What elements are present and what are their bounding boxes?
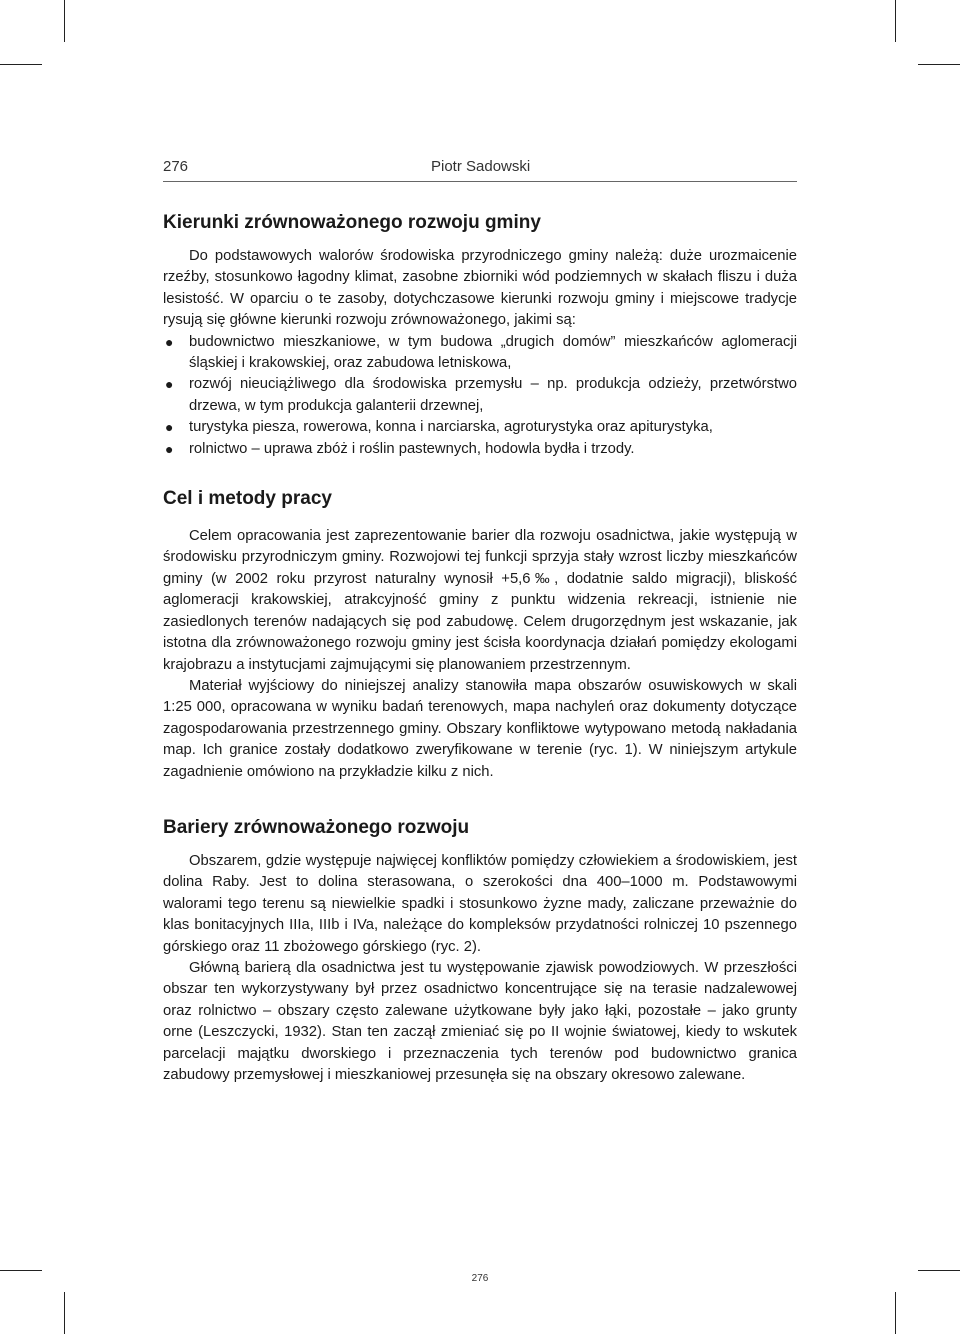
section-heading: Cel i metody pracy xyxy=(163,488,332,510)
bullet-icon: ● xyxy=(165,419,174,436)
crop-mark xyxy=(918,1270,960,1271)
bullet-list xyxy=(163,332,797,460)
page-number: 276 xyxy=(163,158,189,175)
bullet-icon: ● xyxy=(165,376,174,393)
bullet-icon: ● xyxy=(165,440,174,457)
paragraph: Celem opracowania jest zaprezentowanie barier dla rozwoju osadnictwa, jakie występują w środowisku przyrodniczym gminy. Rozwojowi tej funkcji sprzyja stały wzrost liczby mieszkańców gminy (w 2002 roku przyrost naturalny wynosił +5,6‰, dodatnie saldo migracji), bliskość aglomeracji krakowskiej, atrakcyjność gminy z punktu widzenia rekreacji, istnienie nie zasiedlonych terenów nadających się pod zabudowę. Celem drugorzędnym jest wskazanie, jak istotna dla zrównoważonego rozwoju gminy jest ścisła koordynacja działań pomiędzy ekologami krajobrazu a instytucjami zajmującymi się planowaniem przestrzennym. xyxy=(163,528,797,673)
paragraph: Obszarem, gdzie występuje najwięcej konfliktów pomiędzy człowiekiem a środowiskiem, jest dolina Raby. Jest to dolina sterasowana, o szerokości dna 400–1000 m. Podstawowymi walorami tego terenu są niewielkie spadki i stosunkowo żyzne mady, zaliczane przeważnie do klas bonitacyjnych IIIa, IIIb i IVa, należące do kompleksów przydatności rolniczej 10 pszennego górskiego oraz 11 zbożowego górskiego (ryc. 2). xyxy=(163,852,797,955)
footer-folio: 276 xyxy=(471,1273,489,1284)
author-name: Piotr Sadowski xyxy=(431,158,531,175)
crop-mark xyxy=(895,0,896,42)
list-item: ● budownictwo mieszkaniowe, w tym budowa „drugich domów” mieszkańców aglomeracji śląskiej i krakowskiej, oraz zabudowa letniskowa, xyxy=(165,333,797,372)
paragraph: Do podstawowych walorów środowiska przyrodniczego gminy należą: duże urozmaicenie rzeźby, stosunkowo łagodny klimat, zasobne zbiorniki wód podziemnych w skałach fliszu i duża lesistość. W oparciu o te zasoby, dotychczasowe kierunki rozwoju gminy i miejscowe tradycje rysują się główne kierunki rozwoju zrównoważonego, jakimi są: xyxy=(163,248,797,329)
running-header xyxy=(163,158,797,180)
section-kierunki xyxy=(163,210,797,460)
crop-mark xyxy=(895,1292,896,1334)
crop-mark xyxy=(918,64,960,65)
crop-mark xyxy=(0,1270,42,1271)
section-heading: Bariery zrównoważonego rozwoju xyxy=(163,816,470,838)
bullet-icon: ● xyxy=(165,333,174,350)
crop-mark xyxy=(64,1292,65,1334)
article-body xyxy=(163,210,797,1086)
section-bariery xyxy=(163,815,797,1086)
section-heading: Kierunki zrównoważonego rozwoju gminy xyxy=(163,212,541,233)
crop-mark xyxy=(0,64,42,65)
section-cel xyxy=(163,486,797,783)
crop-mark xyxy=(64,0,65,42)
paragraph: Materiał wyjściowy do niniejszej analizy stanowiła mapa obszarów osuwiskowych w skali 1:25 000, opracowana w wyniku badań terenowych, mapa nachyleń oraz dokumenty dotyczące zagospodarowania przestrzennego gminy. Obszary konfliktowe wytypowano metodą nakładania map. Ich granice zostały dodatkowo zweryfikowane w terenie (ryc. 1). W niniejszym artykule zagadnienie omówiono na przykładzie kilku z nich. xyxy=(163,677,797,780)
list-item: ● rozwój nieuciążliwego dla środowiska przemysłu – np. produkcja odzieży, przetwórstwo drzewa, w tym produkcja galanterii drzewnej, xyxy=(165,376,797,414)
paragraph: Główną barierą dla osadnictwa jest tu występowanie zjawisk powodziowych. W przeszłości obszar ten wykorzystywany był przez osadnictwo koncentrujące się na terasie nadzalewowej oraz rolnictwo – obszary często zalewane użytkowane były jako łąki, pozostałe – jako grunty orne (Leszczycki, 1932). Stan ten zaczął zmieniać się po II wojnie światowej, kiedy to wskutek parcelacji majątku dworskiego i przeznaczenia tych terenów pod budownictwo granica zabudowy przemysłowej i mieszkaniowej przesunęła się na obszary okresowo zalewane. xyxy=(163,959,797,1083)
header-rule xyxy=(163,181,797,182)
list-item: ● rolnictwo – uprawa zbóż i roślin pastewnych, hodowla bydła i trzody. xyxy=(163,439,797,460)
list-item: ● turystyka piesza, rowerowa, konna i narciarska, agroturystyka oraz apiturystyka, xyxy=(163,417,797,438)
